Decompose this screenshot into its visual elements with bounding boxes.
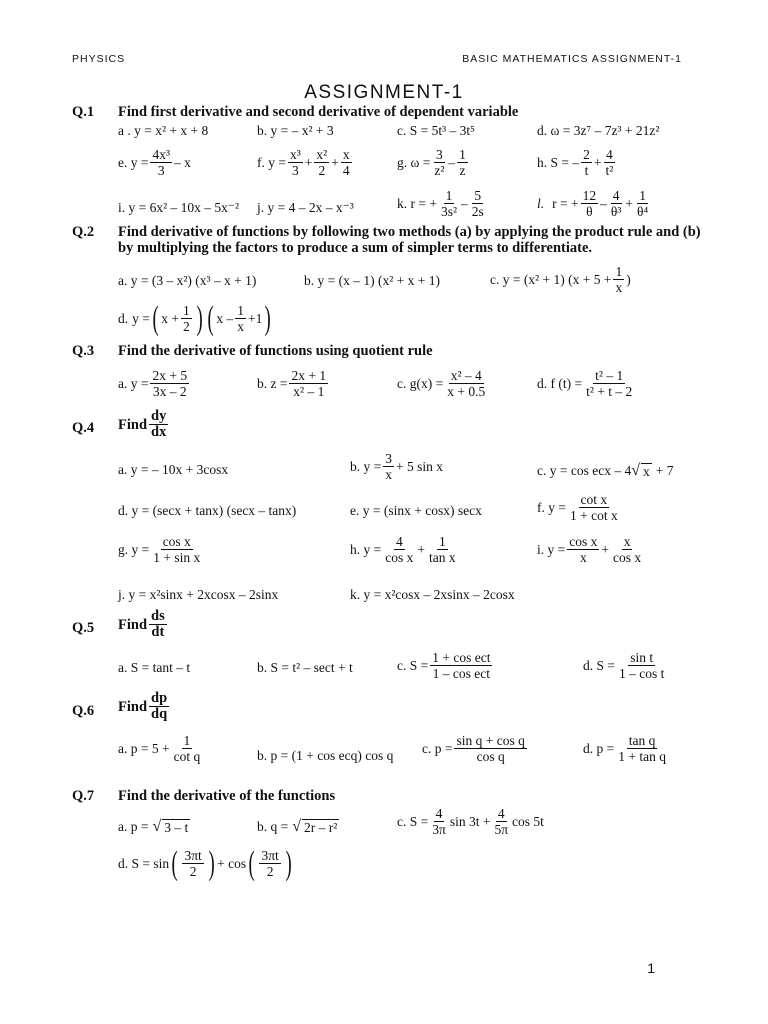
q5-item-d: d. S = $\frac{\text{sin t}}{\text{1 – cos t}}$ bbox=[583, 650, 665, 681]
q2-text: Find derivative of functions by following two methods (a) by applying the product rule and (b) by multiplying the factors to produce a sum of simpler terms to differentiate. bbox=[118, 224, 701, 256]
q4-item-d: d. y = (secx + tanx) (secx – tanx) bbox=[118, 503, 297, 518]
q2-item-a: a. y = (3 – x²) (x³ – x + 1) bbox=[118, 273, 257, 288]
q7-number: Q.7 bbox=[72, 788, 95, 804]
q6-item-b: b. p = (1 + cos ecq) cos q bbox=[257, 748, 394, 763]
page-number: 1 bbox=[647, 960, 655, 976]
q6-item-d: d. p = $\frac{\text{tan q}}{\text{1 + tan q}}$ bbox=[583, 733, 666, 764]
header-subject: PHYSICS bbox=[72, 53, 126, 65]
q1-item-g: g. ω = $\frac{3}{\text{z²}}$ – 1 z bbox=[397, 147, 466, 178]
q3-item-a: a. y = $\frac{2x + 5}{3x - 2}$ bbox=[118, 368, 188, 399]
q4-item-k: k. y = x²cosx – 2xsinx – 2cosx bbox=[350, 587, 515, 602]
q4-number: Q.4 bbox=[72, 420, 95, 436]
q1-item-i: i. y = 6x² – 10x – 5x⁻² bbox=[118, 200, 240, 215]
q5-item-a: a. S = tant – t bbox=[118, 660, 191, 675]
q1-item-j: j. y = 4 – 2x – x⁻³ bbox=[257, 200, 354, 215]
q6-text: Find dp dq bbox=[118, 690, 168, 722]
q4-item-i: i. y = $\frac{\text{cos x}}{x}$ + x cos x bbox=[537, 534, 642, 565]
q1-item-e: e. y = $\frac{\text{4x³}}{3}$ – x bbox=[118, 147, 191, 178]
q7-item-d: d. S = sin ( 3πt 2 ) + cos ( 3πt 2 ) bbox=[118, 844, 292, 882]
q4-item-j: j. y = x²sinx + 2xcosx – 2sinx bbox=[118, 587, 279, 602]
q4-item-c: c. y = cos ecx – 4 √ x + 7 bbox=[537, 461, 674, 479]
q7-item-c: c. S = $\frac{4}{3\pi}$ sin 3t + $\frac{4}{5\pi}$ cos 5t bbox=[397, 806, 544, 837]
q2-number: Q.2 bbox=[72, 224, 95, 240]
q6-item-c: c. p = $\frac{\text{sin q + cos q}}{\text{cos q}}$ bbox=[422, 733, 525, 764]
q3-item-c: c. g(x) = $\frac{\text{x² – 4}}{x + 0.5}$ bbox=[397, 368, 486, 399]
q6-item-a: a. p = 5 + $\frac{1}{\text{cot q}}$ bbox=[118, 733, 201, 764]
q4-item-e: e. y = (sinx + cosx) secx bbox=[350, 503, 482, 518]
q5-item-c: c. S = 1 + cos ect 1 – cos ect bbox=[397, 650, 491, 681]
q1-item-f: f. y = $\frac{\text{x³}}{3}$ + x² 2 + x 4 bbox=[257, 147, 350, 178]
q4-item-a: a. y = – 10x + 3cosx bbox=[118, 462, 229, 477]
q5-number: Q.5 bbox=[72, 620, 95, 636]
q2-item-c: c. y = (x² + 1) (x + 5 + $\frac{1}{x}$ ) bbox=[490, 264, 631, 295]
page-title: ASSIGNMENT-1 bbox=[304, 82, 464, 103]
q4-text: Find dy dx bbox=[118, 408, 167, 440]
q2-item-d: d. y = ( x + $\frac{1}{2}$ ) ( x – 1 x +1 ) bbox=[118, 299, 272, 337]
q3-item-b: b. z = $\frac{2x + 1}{\text{x² – 1}}$ bbox=[257, 368, 327, 399]
q4-item-h: h. y = $\frac{4}{\text{cos x}}$ + 1 tan x bbox=[350, 534, 456, 565]
q3-item-d: d. f (t) = $\frac{\text{t² – 1}}{\text{t² + t – 2}}$ bbox=[537, 368, 633, 399]
q1-item-h: h. S = – 2 t + 4 t² bbox=[537, 147, 614, 178]
q1-item-d: d. ω = 3z⁷ – 7z³ + 21z² bbox=[537, 123, 660, 138]
q4-item-g: g. y = $\frac{\text{cos x}}{\text{1 + sin x}}$ bbox=[118, 534, 201, 565]
q1-item-b: b. y = – x² + 3 bbox=[257, 123, 334, 138]
q2-item-b: b. y = (x – 1) (x² + x + 1) bbox=[304, 273, 440, 288]
q7-item-a: a. p = √ 3 – t bbox=[118, 817, 189, 835]
q5-text: Find ds dt bbox=[118, 608, 165, 640]
header-assignment: BASIC MATHEMATICS ASSIGNMENT-1 bbox=[462, 53, 682, 65]
q1-number: Q.1 bbox=[72, 104, 95, 120]
q1-item-k: k. r = + $\frac{1}{\text{3s²}}$ – 5 2s bbox=[397, 188, 484, 219]
q4-item-f: f. y = $\frac{\text{cot x}}{\text{1 + cot x}}$ bbox=[537, 492, 618, 523]
q7-item-b: b. q = √ 2r – r² bbox=[257, 817, 338, 835]
q4-item-b: b. y = $\frac{3}{x}$ + 5 sin x bbox=[350, 451, 443, 482]
q1-text: Find first derivative and second derivative of dependent variable bbox=[118, 104, 519, 120]
q1-item-a: a . y = x² + x + 8 bbox=[118, 123, 209, 138]
q3-text: Find the derivative of functions using quotient rule bbox=[118, 343, 433, 359]
q3-number: Q.3 bbox=[72, 343, 95, 359]
q7-text: Find the derivative of the functions bbox=[118, 788, 336, 804]
q6-number: Q.6 bbox=[72, 703, 95, 719]
q5-item-b: b. S = t² – sect + t bbox=[257, 660, 353, 675]
q1-item-c: c. S = 5t³ – 3t⁵ bbox=[397, 123, 475, 138]
q1-item-l: l. r = + $\frac{12}{\theta}$ – 4 θ³ + 1 θ⁴ bbox=[537, 188, 649, 219]
